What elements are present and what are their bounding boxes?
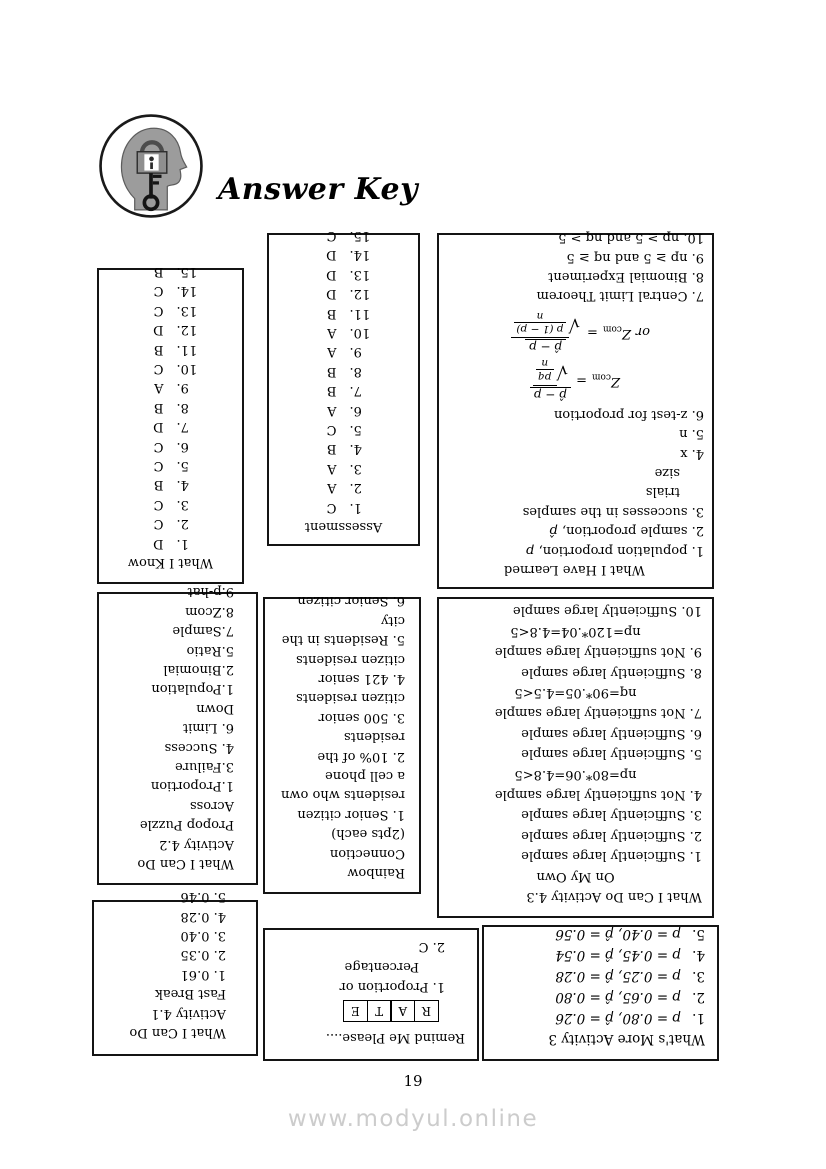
answer-list	[269, 226, 418, 517]
answer-letter: C	[153, 496, 164, 512]
text-line: 5. Sufficiently large sample	[521, 746, 702, 762]
box-what-i-can-do-activity-4-2	[97, 584, 258, 885]
answer-number: 8.	[176, 399, 189, 415]
answer-row	[141, 417, 201, 436]
text-line: citizen residents	[296, 690, 405, 706]
text-line: 8. Sufficiently large sample	[521, 664, 702, 680]
answer-row	[141, 359, 201, 378]
answer-letter: D	[153, 322, 164, 338]
answer-number: 7.	[349, 383, 362, 399]
rate-letter-cell: E	[343, 1000, 368, 1022]
text-line: size	[654, 464, 680, 480]
text-line: 2. sample proportion, p̂	[549, 523, 704, 539]
rate-letter-cell: T	[367, 1000, 392, 1022]
answer-number: 14.	[349, 247, 371, 263]
answer-row	[141, 378, 201, 397]
text-line: Rainbow	[347, 865, 405, 880]
answer-number: 10.	[176, 360, 198, 376]
answer-row	[141, 533, 201, 552]
answer-letter: B	[153, 399, 164, 415]
text-line: 4. 421 senior	[318, 670, 405, 686]
text-lines	[94, 887, 226, 1023]
box-title: What I Can Do Activity 4.3	[526, 889, 702, 904]
answer-number: 12.	[176, 322, 198, 338]
answer-letter: B	[326, 363, 337, 379]
answer-letter: C	[153, 302, 164, 318]
answer-number: 6.	[176, 438, 189, 454]
box-subtitle: On My Own	[536, 868, 615, 884]
answer-number: 4.	[176, 477, 189, 493]
rate-letter-cell: A	[390, 1000, 415, 1022]
answer-row	[141, 494, 201, 513]
item-number: 4.	[692, 947, 705, 963]
answer-row	[141, 436, 201, 455]
text-line: 2. 10% of the	[317, 748, 405, 764]
answer-letter: C	[153, 283, 164, 299]
answer-row	[141, 475, 201, 494]
answer-letter: C	[153, 457, 164, 473]
text-lines	[99, 582, 234, 854]
answer-row	[314, 497, 374, 516]
page-number: 19	[403, 1072, 423, 1090]
item-number: 5.	[692, 926, 705, 942]
text-line: Activity 4.1	[151, 1005, 226, 1021]
text-line: 5. Residents in the	[281, 632, 405, 648]
answer-number: 10.	[349, 324, 371, 340]
answer-number: 12.	[349, 286, 371, 302]
box-what-i-can-do-activity-4-3	[437, 597, 714, 918]
proportion-values: p = 0.80, p̂ = 0.26	[555, 1010, 681, 1026]
text-line: Propop Puzzle	[139, 817, 234, 833]
item-number: 2.	[692, 989, 705, 1005]
rate-letter-boxes	[265, 1000, 439, 1022]
box-whats-more-activity-3	[482, 925, 719, 1061]
text-line: 7.Sample	[172, 623, 234, 639]
answer-number: 13.	[349, 266, 371, 282]
proportion-row	[484, 923, 705, 944]
text-line: 2.Binomial	[163, 661, 234, 677]
text-line: trials	[645, 484, 680, 500]
text-line: 5. n	[679, 426, 704, 442]
work-line: nq=90*.05=4.5<5	[514, 684, 637, 700]
text-line: residents who own	[281, 787, 405, 803]
text-line: 1. Proportion or	[339, 979, 445, 994]
answer-row	[141, 514, 201, 533]
answer-row	[141, 397, 201, 416]
proportion-row	[484, 986, 705, 1007]
text-line: 7. Not sufficiently large sample	[494, 705, 702, 721]
text-line: 1. Senior citizen	[297, 806, 405, 822]
text-line: 3. Sufficiently large sample	[521, 807, 702, 823]
text-line: 7. Central Limit Theorem	[536, 288, 704, 304]
answer-number: 2.	[349, 480, 362, 496]
answer-letter: A	[327, 344, 337, 360]
answer-number: 14.	[176, 283, 198, 299]
text-line: 1.Population	[151, 681, 234, 697]
answer-letter: D	[326, 286, 337, 302]
text-line: 5.Ratio	[186, 642, 234, 658]
proportion-values: p = 0.65, p̂ = 0.80	[555, 989, 681, 1005]
text-line: 10. Sufficiently large sample	[512, 603, 702, 619]
answer-letter: B	[326, 383, 337, 399]
text-line: 6. z-test for proportion	[553, 406, 704, 422]
answer-letter: B	[326, 305, 337, 321]
page-title: Answer Key	[218, 172, 419, 208]
radical-sign: √	[568, 313, 580, 335]
text-line: 8. Binomial Experiment	[548, 269, 704, 285]
text-line: Across	[189, 797, 234, 813]
answer-row	[314, 245, 374, 264]
z-test-formula-alt: or $Z_{com}$ = p̂ − p √ p (1 − p) n	[445, 309, 650, 354]
answer-row	[314, 323, 374, 342]
answer-number: 5.	[176, 457, 189, 473]
keyhole-stem	[150, 162, 153, 169]
text-line: 1. Sufficiently large sample	[521, 848, 702, 864]
item-number: 3.	[692, 968, 705, 984]
answer-letter: D	[326, 247, 337, 263]
answer-number: 11.	[349, 305, 371, 321]
answer-letter: A	[327, 480, 337, 496]
radical-sign: √	[556, 361, 568, 383]
answer-number: 5.	[349, 421, 362, 437]
text-line: 10. np ≥ 5 and nq ≥ 5	[558, 230, 704, 246]
answer-row	[314, 264, 374, 283]
box-title: What's More Activity 3	[548, 1031, 705, 1047]
text-line: Percentage	[344, 959, 419, 974]
answer-letter: D	[153, 535, 164, 551]
text-line: (2pts each)	[331, 826, 405, 842]
answer-row	[141, 300, 201, 319]
head-lock-key-logo	[98, 112, 204, 220]
text-line: 1. 0.61	[180, 966, 226, 982]
text-line: 9. np ≥ 5 and nq ≥ 5	[566, 249, 704, 265]
answer-number: 3.	[349, 460, 362, 476]
answer-number: 1.	[176, 535, 189, 551]
answer-letter: D	[153, 419, 164, 435]
answer-letter: A	[327, 324, 337, 340]
text-line: 1. population proportion, p	[526, 542, 704, 558]
answer-letter: A	[154, 380, 164, 396]
text-line: Down	[196, 700, 234, 716]
text-line: 4. Not sufficiently large sample	[494, 786, 702, 802]
answer-number: 13.	[176, 302, 198, 318]
box-what-i-have-learned	[437, 230, 714, 589]
answer-list	[99, 262, 242, 553]
box-title: Assessment	[304, 519, 383, 534]
answer-letter: C	[326, 499, 337, 515]
work-line: np=120*.04=4.8<5	[510, 623, 641, 639]
text-line: 5. 0.46	[180, 889, 226, 905]
answer-row	[314, 439, 374, 458]
text-line: 2. C	[418, 939, 445, 954]
answer-number: 11.	[176, 341, 198, 357]
text-line: 6. Sufficiently large sample	[521, 725, 702, 741]
answer-letter: B	[153, 341, 164, 357]
proportion-values: p = 0.40, p̂ = 0.56	[555, 926, 681, 942]
answer-row	[314, 303, 374, 322]
text-line: residents	[343, 729, 405, 745]
proportion-row	[484, 1007, 705, 1028]
box-rainbow-connection	[263, 593, 421, 894]
text-line: 6. Senior citizen	[297, 593, 405, 609]
answer-row	[314, 284, 374, 303]
answer-number: 8.	[349, 363, 362, 379]
text-line: 3. 0.40	[180, 927, 226, 943]
text-line: 4. x	[680, 445, 704, 461]
answer-row	[314, 400, 374, 419]
box-assessment	[267, 227, 420, 546]
answer-row	[141, 281, 201, 300]
answer-number: 2.	[176, 516, 189, 532]
keyhole-dot	[149, 157, 154, 162]
answer-row	[314, 226, 374, 245]
box-what-i-know	[97, 263, 244, 584]
work-line: np=80*.06=4.8<5	[514, 766, 637, 782]
box-title: Remind Me Please....	[325, 1030, 465, 1045]
watermark: www.modyul.online	[287, 1106, 539, 1132]
answer-letter: C	[153, 438, 164, 454]
text-line: 3. successes in the samples	[522, 503, 704, 519]
answer-row	[314, 478, 374, 497]
box-title: What I Can Do	[137, 856, 234, 871]
text-line: Activity 4.2	[159, 836, 234, 852]
answer-number: 7.	[176, 419, 189, 435]
text-line: 6. Limit	[182, 720, 234, 736]
text-line: 3.Failure	[175, 758, 234, 774]
text-line: 2. 0.35	[180, 947, 226, 963]
proportion-row	[484, 944, 705, 965]
answer-number: 6.	[349, 402, 362, 418]
answer-number: 9.	[349, 344, 362, 360]
proportion-list	[484, 923, 705, 1028]
text-line: 3. 500 senior	[318, 709, 405, 725]
answer-row	[141, 456, 201, 475]
text-lines	[265, 591, 405, 882]
answer-row	[314, 420, 374, 439]
answer-row	[141, 320, 201, 339]
text-line: citizen residents	[296, 651, 405, 667]
answer-number: 4.	[349, 441, 362, 457]
answer-letter: A	[327, 402, 337, 418]
answer-letter: C	[153, 516, 164, 532]
box-what-i-can-do-activity-4-1	[92, 889, 258, 1056]
answer-row	[141, 339, 201, 358]
text-line: 9.p-hat	[187, 584, 234, 600]
text-line: 4. Success	[164, 739, 234, 755]
answer-letter: C	[153, 360, 164, 376]
box-title: What I Can Do	[129, 1025, 226, 1040]
text-line: Connection	[329, 845, 405, 861]
answer-letter: D	[326, 266, 337, 282]
answer-row	[314, 381, 374, 400]
text-line: 4. 0.28	[180, 908, 226, 924]
answer-number: 1.	[349, 499, 362, 515]
text-line: 8.Zcom	[185, 603, 234, 619]
answer-letter: C	[326, 421, 337, 437]
answer-number: 9.	[176, 380, 189, 396]
rate-letter-cell: R	[414, 1000, 439, 1022]
box-remind-me-please	[263, 928, 479, 1061]
answer-row	[314, 342, 374, 361]
text-line: 2. Sufficiently large sample	[521, 827, 702, 843]
answer-number: 15.	[176, 263, 198, 279]
item-number: 1.	[692, 1010, 705, 1026]
answer-number: 15.	[349, 227, 371, 243]
answer-letter: B	[326, 441, 337, 457]
answer-row	[314, 361, 374, 380]
answer-letter: C	[326, 227, 337, 243]
answer-row	[314, 458, 374, 477]
text-line: 1.Proportion	[150, 778, 234, 794]
proportion-values: p = 0.45, p̂ = 0.54	[555, 947, 681, 963]
answer-number: 3.	[176, 496, 189, 512]
text-line: Fast Break	[154, 986, 226, 1002]
answer-letter: B	[153, 477, 164, 493]
answer-letter: B	[153, 263, 164, 279]
proportion-row	[484, 965, 705, 986]
text-line: city	[380, 612, 405, 628]
text-line: 9. Not sufficiently large sample	[494, 644, 702, 660]
text-line: a cell phone	[325, 767, 405, 783]
box-title: What I Know	[127, 555, 214, 570]
z-test-formula: $Z_{com}$ = p̂ − p √ pq n	[445, 356, 620, 401]
box-title: What I Have Learned	[503, 562, 646, 577]
proportion-values: p = 0.25, p̂ = 0.28	[555, 968, 681, 984]
answer-row	[141, 262, 201, 281]
answer-letter: A	[327, 460, 337, 476]
